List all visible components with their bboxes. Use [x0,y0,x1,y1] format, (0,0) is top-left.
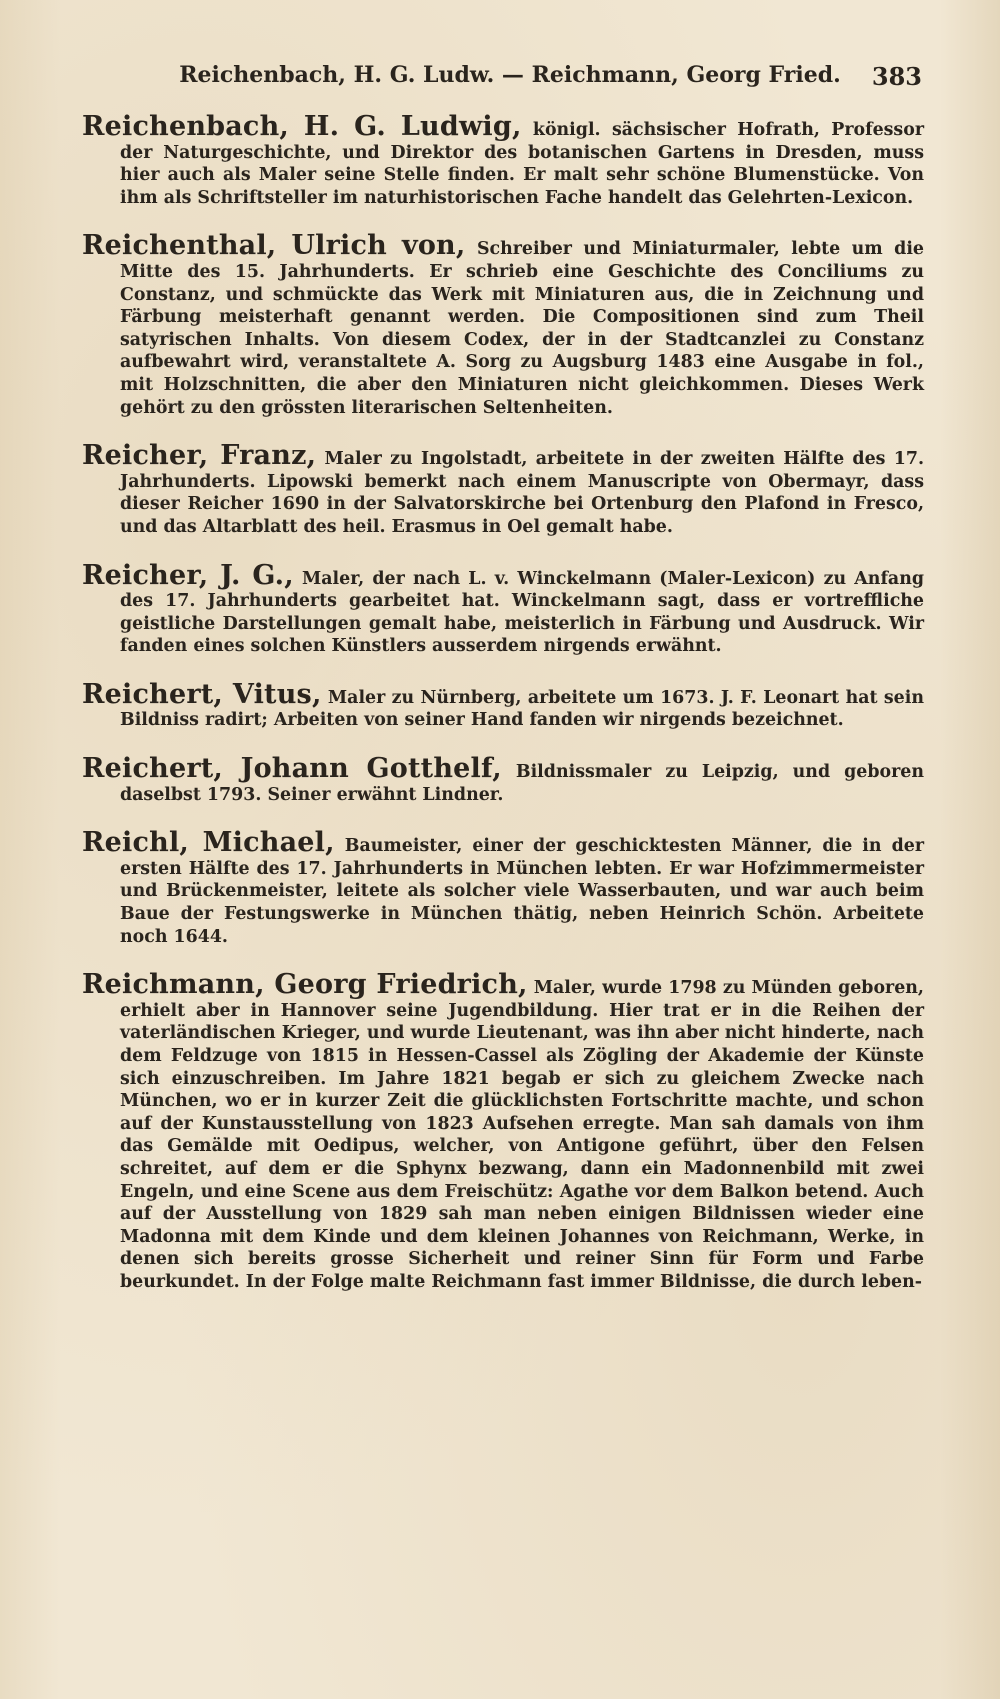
entry-text: Maler, wurde 1798 zu Münden geboren, erhielt aber in Hannover seine Jugendbildung. Hier trat er in die Reihen der vaterländischen Krieger, und wurde Lieutenant, was ihn aber nicht hinderte, nach dem Feldzuge von 1815 in Hessen-Cassel als Zögling der Akademie der Künste sich einzuschreiben. Im Jahre 1821 begab er sich zu gleichem Zwecke nach München, wo er in kurzer Zeit die glücklichsten Fortschritte machte, und schon auf der Kunstausstellung von 1823 Aufsehen erregte. Man sah damals von ihm das Gemälde mit Oedipus, welcher, von Antigone geführt, über den Felsen schreitet, auf dem er die Sphynx bezwang, dann ein Madonnenbild mit zwei Engeln, und eine Scene aus dem Freischütz: Agathe vor dem Balkon betend. Auch auf der Ausstellung von 1829 sah man neben einigen Bildnissen wieder eine Madonna mit dem Kinde und dem kleinen Johannes von Reichmann, Werke, in denen sich bereits grosse Sicherheit und reiner Sinn für Form und Farbe beurkundet. In der Folge malte Reichmann fast immer Bildnisse, die durch leben- [120,978,924,1292]
entry [82,678,924,732]
entry-name: Reichmann, Georg Friedrich, [82,969,528,1001]
entry-name: Reichenthal, Ulrich von, [82,230,466,262]
entry-text: Baumeister, einer der geschicktesten Männer, die in der ersten Hälfte des 17. Jahrhunderts in München lebten. Er war Hofzimmermeister und Brückenmeister, leitete als solcher viele Wasserbauten, und war auch beim Baue der Festungswerke in München thätig, neben Heinrich Schön. Arbeitete noch 1644. [120,836,924,947]
entry [82,559,925,658]
entry [82,111,924,209]
entry-name: Reicher, J. G., [82,559,294,591]
entry-name: Reichl, Michael, [82,827,335,859]
entry [82,230,924,419]
entry-name: Reichenbach, H. G. Ludwig, [82,111,522,142]
entry-text: Maler zu Ingolstadt, arbeitete in der zweiten Hälfte des 17. Jahrhunderts. Lipowski bemerkt nach einem Manuscripte von Obermayr, dass dieser Reicher 1690 in der Salvatorskirche bei Ortenburg den Plafond in Fresco, und das Altarblatt des heil. Erasmus in Oel gemalt habe. [120,449,924,537]
entry [82,753,924,806]
entry [82,440,924,538]
entry-text: Bildnissmaler zu Leipzig, und geboren daselbst 1793. Seiner erwähnt Lindner. [120,762,924,805]
running-title: Reichenbach, H. G. Ludw. — Reichmann, Georg Fried. [179,62,841,88]
entry-name: Reichert, Johann Gotthelf, [82,753,502,785]
book-page [82,62,924,1320]
entry [82,969,924,1293]
entries [82,111,925,1294]
entry-name: Reicher, Franz, [82,440,317,472]
page-number: 383 [871,62,922,91]
entry-text: Schreiber und Miniaturmaler, lebte um die Mitte des 15. Jahrhunderts. Er schrieb eine Geschichte des Conciliums zu Constanz, und schmückte das Werk mit Miniaturen aus, die in Zeichnung und Färbung meisterhaft genannt werden. Die Compositionen sind zum Theil satyrischen Inhalts. Von diesem Codex, der in der Stadtcanzlei zu Constanz aufbewahrt wird, veranstaltete A. Sorg zu Augsburg 1483 eine Ausgabe in fol., mit Holzschnitten, die aber den Miniaturen nicht gleichkommen. Dieses Werk gehört zu den grössten literarischen Seltenheiten. [120,239,924,418]
entry-name: Reichert, Vitus, [82,678,322,710]
entry-text: königl. sächsischer Hofrath, Professor der Naturgeschichte, und Direktor des botanischen Gartens in Dresden, muss hier auch als Maler seine Stelle finden. Er malt sehr schöne Blumenstücke. Von ihm als Schriftsteller im naturhistorischen Fache handelt das Gelehrten-Lexicon. [120,120,924,208]
entry-text: Maler zu Nürnberg, arbeitete um 1673. J. F. Leonart hat sein Bildniss radirt; Arbeiten von seiner Hand fanden wir nirgends bezeichnet. [120,687,924,731]
running-head [82,62,924,94]
entry [82,827,924,948]
entry-text: Maler, der nach L. v. Winckelmann (Maler-Lexicon) zu Anfang des 17. Jahrhunderts gearbeitet hat. Winckelmann sagt, dass er vortreffliche geistliche Darstellungen gemalt habe, meisterlich in Färbung und Ausdruck. Wir fanden eines solchen Künstlers ausserdem nirgends erwähnt. [120,568,925,657]
